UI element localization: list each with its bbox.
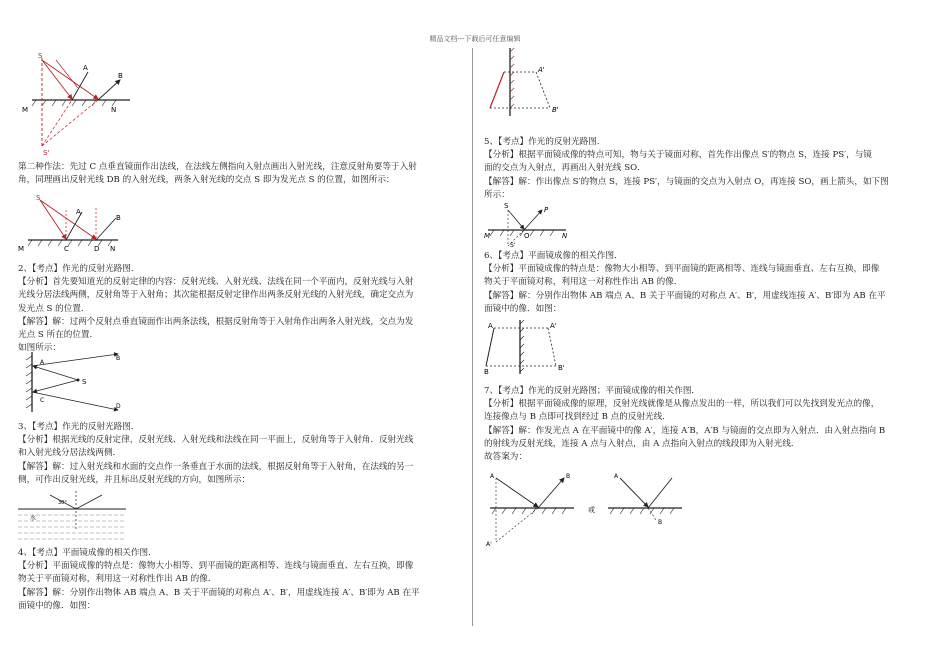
figure-6-mirror-point-light xyxy=(484,200,570,248)
fig1-label-M: M xyxy=(22,106,29,114)
page-header: 精品文档---下载后可任意编辑 xyxy=(429,35,521,43)
question-2-block: 2、【考点】作光的反射光路图． 【分析】首先要知道光的反射定律的内容：反射光线、入射光线、法线在同一个平面内，反射光线与入射 光线分居法线两侧，反射角等于入射角；其次能根据反射定律作出两条反射光线的入射光线，确定交点为 发光点 S 的位置． 【解答】解：过两个反射点垂直镜面作出两条法线，根据反射角等于入射角作出两条入射光线，交点为发 光点 S 所在的位置． 如图所示： xyxy=(18,264,414,354)
fig8-left-label-A: A xyxy=(490,473,495,480)
figure-2-mirror-method-two xyxy=(18,190,128,255)
fig6-label-P: P xyxy=(544,206,549,214)
fig6-label-M: M xyxy=(484,232,491,240)
figure-4-water-surface xyxy=(18,489,126,541)
fig7-label-B: B xyxy=(484,368,489,376)
fig2-label-M: M xyxy=(18,245,25,253)
column-divider xyxy=(472,48,473,626)
fig1-label-S-prime: S' xyxy=(43,149,50,157)
fig7-label-A: A xyxy=(488,322,493,330)
figure-5-mirror-image-ab xyxy=(484,46,574,118)
fig8-right-label-B: B xyxy=(658,519,663,526)
figure-8-answer-diagrams xyxy=(484,466,684,548)
fig7-label-B-prime: B' xyxy=(558,364,565,372)
question-7-block: 7、【考点】作光的反射光路图；平面镜成像的相关作图． 【分析】根据平面镜成像的原理，反射光线就像是从像点发出的一样，所以我们可以先找到发光点的像， 连接像点与 B 点即可找到经过 B 点的反射光线． 【解答】解：作发光点 A 在平面镜中的像 A′，连接 A′B，A′B 与镜面的交点即为入射点．由入射点指向 B 的射线为反射光线，连接 A 点与入射点，由 A 点指向入射点的线段即为入射光线． 故答案为： xyxy=(484,386,886,463)
fig3-label-C: C xyxy=(40,397,45,404)
fig1-label-B: B xyxy=(118,72,123,80)
fig8-or-label: 或 xyxy=(588,506,595,514)
fig3-label-D: D xyxy=(116,403,121,410)
fig8-left-label-B: B xyxy=(566,473,571,480)
fig6-label-S: S xyxy=(504,202,509,210)
question-6-block: 6、【考点】平面镜成像的相关作图． 【分析】平面镜成像的特点是：像物大小相等、到平面镜的距离相等、连线与镜面垂直、左右互换，即像 物关于平面镜对称，利用这一对称性作出 AB 的像． 【解答】解：分别作出物体 AB 端点 A、B 关于平面镜的对称点 A′、B′，用虚线连接 A′、B′即为 AB 在平 面镜中的像．如图： xyxy=(484,251,886,314)
fig1-label-S: S xyxy=(38,52,43,60)
fig3-label-S: S xyxy=(82,378,87,386)
fig8-left-label-A-prime: A' xyxy=(486,541,492,548)
question-3-block: 3、【考点】作光的反射光路图． 【分析】根据光线的反射定律，反射光线、入射光线和法线在同一平面上，反射角等于入射角．反射光线 和入射光线分居法线两侧． 【解答】解：过入射光线和水面的交点作一条垂直于水面的法线，根据反射角等于入射角，在法线的另一 侧，可作出反射光线，并且标出反射光线的方向，如图所示： xyxy=(18,422,414,485)
question-4-block: 4、【考点】平面镜成像的相关作图． 【分析】平面镜成像的特点是：像物大小相等、到平面镜的距离相等、连线与镜面垂直、左右互换，即像 物关于平面镜对称，利用这一对称性作出 AB 的像． 【解答】解：分别作出物体 AB 端点 A、B 关于平面镜的对称点 A′、B′，用虚线连接 A′、B′即为 AB 在平 面镜中的像．如图： xyxy=(18,548,420,611)
fig2-label-C: C xyxy=(64,245,69,253)
figure-7-trapezoid-image xyxy=(484,318,584,376)
fig4-angle-label: 30° xyxy=(58,500,67,506)
fig2-label-A: A xyxy=(76,208,81,216)
fig6-label-S-prime: S' xyxy=(510,242,516,248)
left-paragraph-1: 第二种作法：先过 C 点垂直镜面作出法线，在法线左侧指向入射点画出入射光线，注意反射角要等于入射 角，同理画出反射光线 DB 的入射光线，两条入射光线的交点 S 即为发光点 S 的位置，如图所示： xyxy=(18,162,417,186)
fig4-water-label: 水 xyxy=(30,515,37,522)
question-5-block: 5、【考点】作光的反射光路图． 【分析】根据平面镜成像的特点可知，物与关于镜面对称，首先作出像点 S′的物点 S，连接 PS′，与镜 面的交点为入射点，再画出入射光线 SO． 【解答】解：作出像点 S′的物点 S，连接 PS′，与镜面的交点为入射点 O，再连接 SO，画上箭头，如下图 所示： xyxy=(484,137,889,200)
fig2-label-B: B xyxy=(116,214,121,222)
fig3-label-A: A xyxy=(40,359,45,366)
figure-1-mirror-reflection xyxy=(18,48,138,158)
fig2-label-N: N xyxy=(110,245,116,253)
fig7-label-A-prime: A' xyxy=(550,322,557,330)
fig1-label-A: A xyxy=(83,64,88,72)
fig6-label-N: N xyxy=(562,232,568,240)
fig8-right-label-A: A xyxy=(614,473,619,480)
fig5-label-B-prime: B' xyxy=(552,106,559,114)
fig2-label-S: S xyxy=(36,194,41,202)
fig3-label-B: B xyxy=(116,355,121,362)
fig1-label-N: N xyxy=(111,106,117,114)
figure-3-two-mirror-rays xyxy=(18,350,128,415)
fig5-label-A-prime: A' xyxy=(538,66,545,74)
fig6-label-O: O xyxy=(524,232,530,240)
fig2-label-D: D xyxy=(94,245,100,253)
